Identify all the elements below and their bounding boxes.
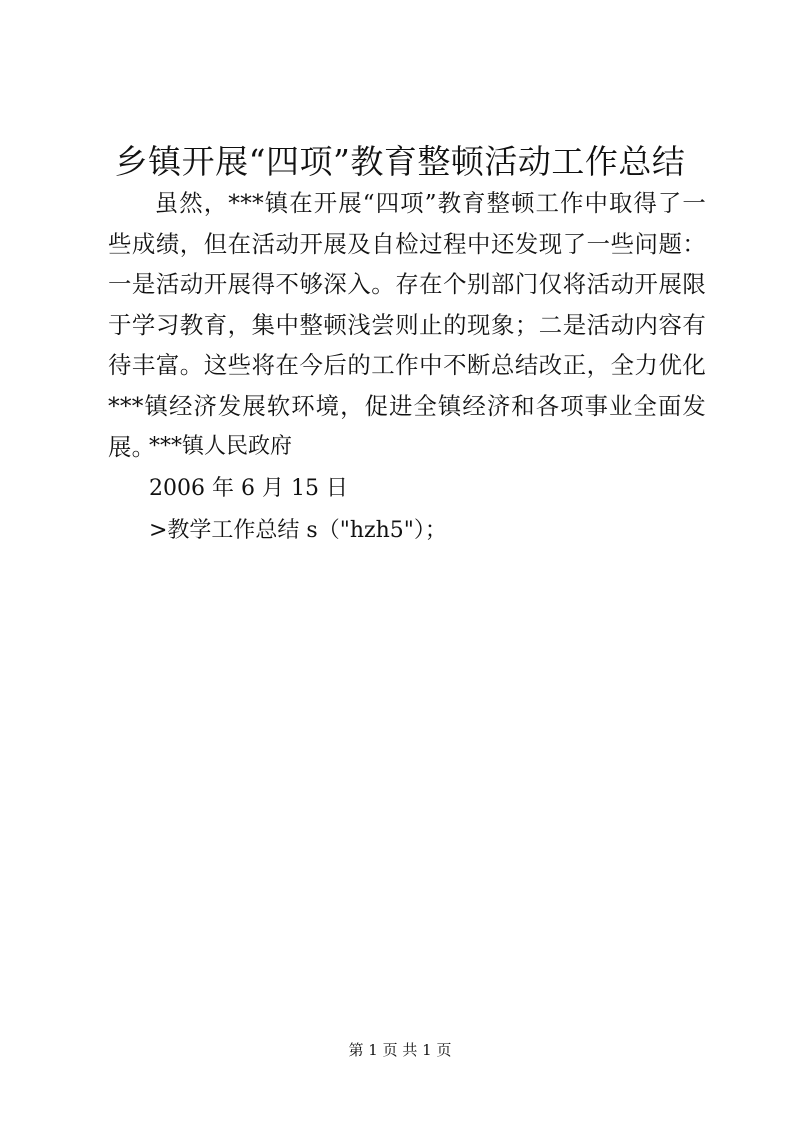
date-line: 2006 年 6 月 15 日 <box>149 476 348 501</box>
body-paragraph: 虽然，***镇在开展“四项”教育整顿工作中取得了一些成绩，但在活动开展及自检过程中还发现了一些问题：一是活动开展得不够深入。存在个别部门仅将活动开展限于学习教育，集中整顿浅尝则止的现象；二是活动内容有待丰富。这些将在今后的工作中不断总结改正，全力优化***镇经济发展软环境，促进全镇经济和各项事业全面发展。 <box>108 189 706 461</box>
document-title: 乡镇开展“四项”教育整顿活动工作总结 <box>114 142 686 181</box>
trailing-code-snippet: >教学工作总结 s（"hzh5"）； <box>149 518 447 543</box>
page-footer: 第 1 页 共 1 页 <box>348 1041 452 1059</box>
signature-line: ***镇人民政府 <box>149 434 293 459</box>
